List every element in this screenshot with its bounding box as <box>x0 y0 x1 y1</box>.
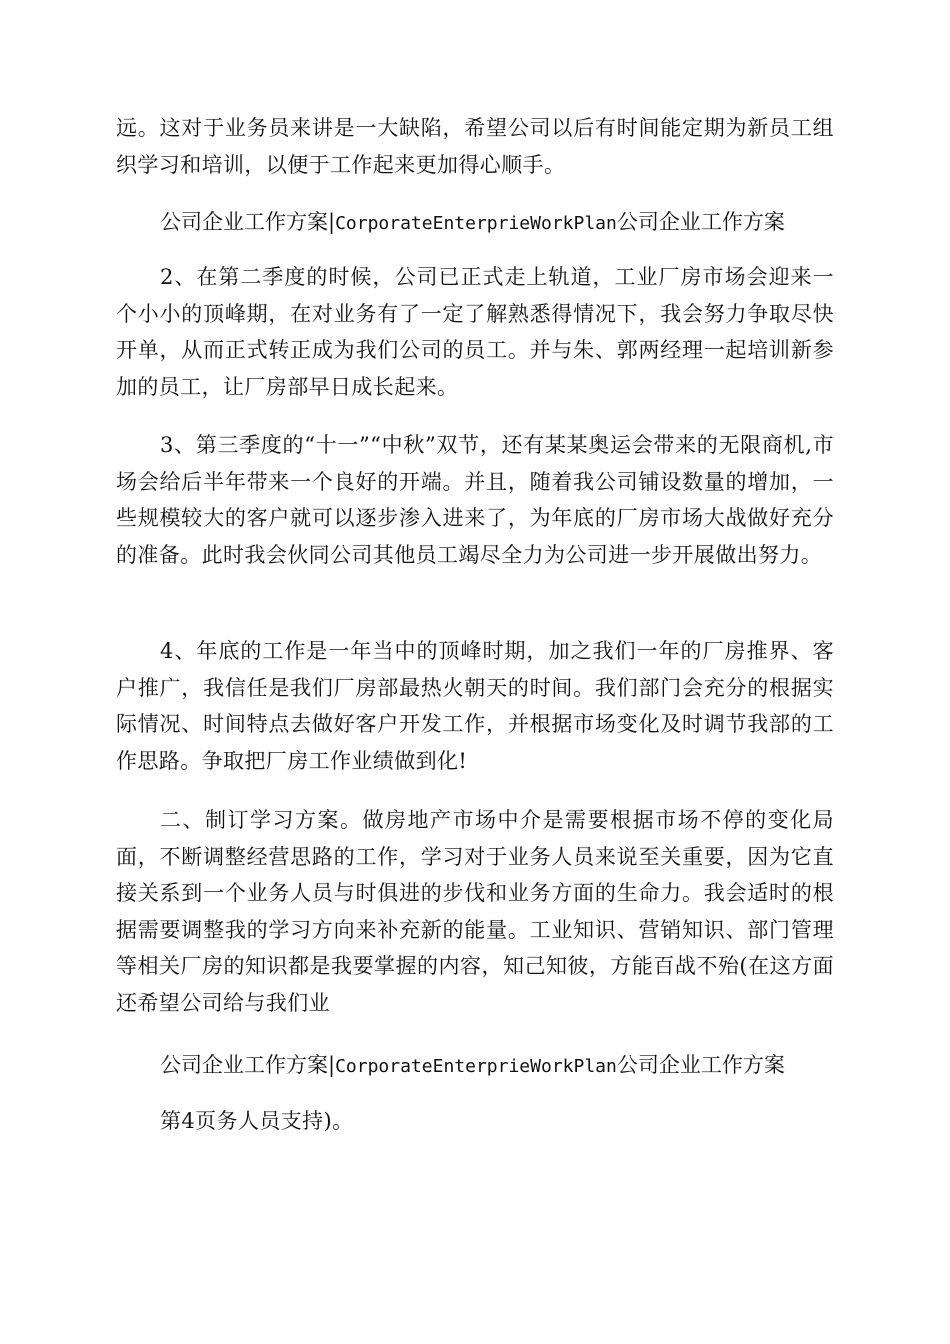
paragraph-page-number: 第4页务人员支持)。 <box>160 1109 354 1133</box>
paragraph-q3: 3、第三季度的“十一”“中秋”双节，还有某某奥运会带来的无限商机,市场会给后半年带来一个良好的开端。并且，随着我公司铺设数量的增加，一些规模较大的客户就可以逐步渗入进来了，为年底的厂房市场大战做好充分的准备。此时我会伙同公司其他员工竭尽全力为公司进一步开展做出努力。 <box>116 433 834 567</box>
header-latin: CorporateEnterprieWorkPlan <box>335 1056 617 1077</box>
paragraph-continuation: 远。这对于业务员来讲是一大缺陷，希望公司以后有时间能定期为新员工组织学习和培训，以便于工作起来更加得心顺手。 <box>116 116 834 177</box>
header-suffix: 公司企业工作方案 <box>616 1053 785 1077</box>
header-latin: CorporateEnterprieWorkPlan <box>335 213 617 234</box>
header-prefix: 公司企业工作方案| <box>160 1053 336 1077</box>
paragraph-year-end: 4、年底的工作是一年当中的顶峰时期，加之我们一年的厂房推界、客户推广，我信任是我们厂房部最热火朝天的时间。我们部门会充分的根据实际情况、时间特点去做好客户开发工作，并根据市场变化及时调节我部的工作思路。争取把厂房工作业绩做到化! <box>116 639 834 773</box>
running-header <box>160 204 880 243</box>
header-prefix: 公司企业工作方案| <box>160 210 336 234</box>
paragraph-q2: 2、在第二季度的时候，公司已正式走上轨道，工业厂房市场会迎来一个小小的顶峰期，在对业务有了一定了解熟悉得情况下，我会努力争取尽快开单，从而正式转正成为我们公司的员工。并与朱、郭两经理一起培训新参加的员工，让厂房部早日成长起来。 <box>116 265 834 399</box>
running-header <box>160 1047 880 1086</box>
paragraph-study-plan: 二、制订学习方案。做房地产市场中介是需要根据市场不停的变化局面，不断调整经营思路的工作，学习对于业务人员来说至关重要，因为它直接关系到一个业务人员与时俱进的步伐和业务方面的生命力。我会适时的根据需要调整我的学习方向来补充新的能量。工业知识、营销知识、部门管理等相关厂房的知识都是我要掌握的内容，知己知彼，方能百战不殆(在这方面还希望公司给与我们业 <box>116 808 834 1015</box>
header-suffix: 公司企业工作方案 <box>616 210 785 234</box>
